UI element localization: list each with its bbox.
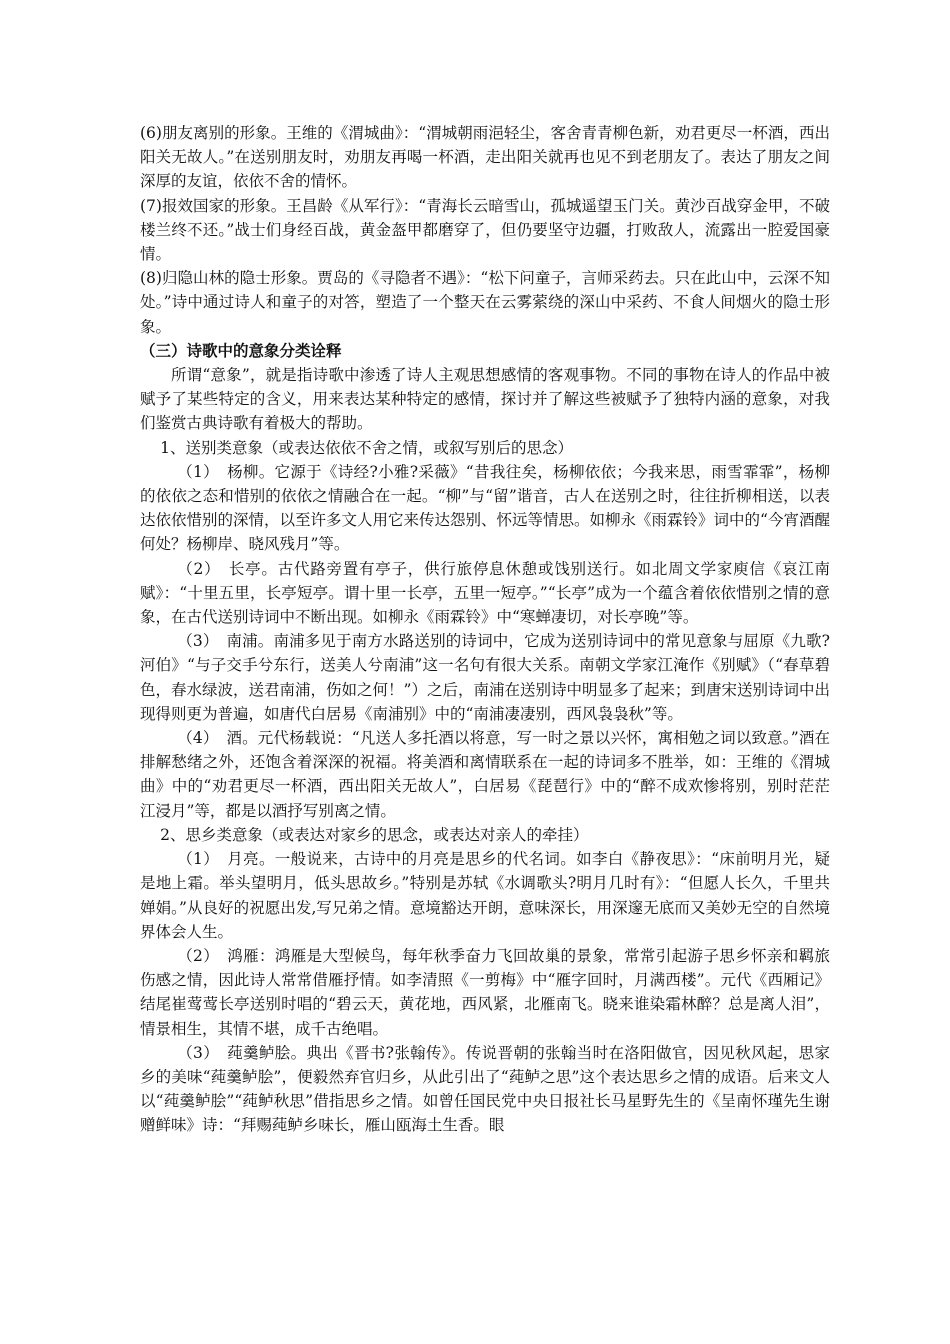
paragraph-image-patriot: (7)报效国家的形象。王昌龄《从军行》：“青海长云暗雪山，孤城遥望玉门关。黄沙百战穿金甲，不破楼兰终不还。”战士们身经百战，黄金盔甲都磨穿了，但仍要坚守边疆，打败敌人，流露出一腔爱国豪情。 [140,196,830,264]
item-willow: （1） 杨柳。它源于《诗经?小雅?采薇》“昔我往矣，杨柳依依；今我来思，雨雪霏霏”，杨柳的依依之态和惜别的依依之情融合在一起。“柳”与“留”谐音，古人在送别之时，往往折柳相送，以表达依依惜别的深情，以至许多文人用它来传达怨别、怀远等情思。如柳永《雨霖铃》词中的“今宵酒醒何处？杨柳岸、晓风残月”等。 [140,462,830,554]
item-moon: （1） 月亮。一般说来，古诗中的月亮是思乡的代名词。如李白《静夜思》：“床前明月光，疑是地上霜。举头望明月，低头思故乡。”特别是苏轼《水调歌头?明月几时有》：“但愿人长久，千里共婵娟。”从良好的祝愿出发,写兄弟之情。意境豁达开朗，意味深长，用深邃无底而又美妙无空的自然境界体会人生。 [140,850,830,941]
item-wild-goose: （2） 鸿雁：鸿雁是大型候鸟，每年秋季奋力飞回故巢的景象，常常引起游子思乡怀亲和羁旅伤感之情，因此诗人常常借雁抒情。如李清照《一剪梅》中“雁字回时，月满西楼”。元代《西厢记》结尾崔莺莺长亭送别时唱的“碧云天，黄花地，西风紧，北雁南飞。晓来谁染霜林醉？总是离人泪”，情景相生，其情不堪，成千古绝唱。 [140,946,830,1038]
item-water-shield-perch: （3） 莼羹鲈脍。典出《晋书?张翰传》。传说晋朝的张翰当时在洛阳做官，因见秋风起，思家乡的美味“莼羹鲈脍”，便毅然弃官归乡，从此引出了“莼鲈之思”这个表达思乡之情的成语。后来文人以“莼羹鲈脍”“莼鲈秋思”借指思乡之情。如曾任国民党中央日报社长马星野先生的《呈南怀瑾先生谢赠鲜味》诗：“拜赐莼鲈乡味长，雁山瓯海土生香。眼 [140,1043,830,1135]
category-heading-homesick: 2、思乡类意象（或表达对家乡的思念，或表达对亲人的牵挂） [160,825,589,844]
paragraph-image-hermit: (8)归隐山林的隐士形象。贾岛的《寻隐者不遇》：“松下问童子，言师采药去。只在此山中，云深不知处。”诗中通过诗人和童子的对答，塑造了一个整天在云雾萦绕的深山中采药、不食人间烟火的隐士形象。 [140,269,830,336]
intro-paragraph: 所谓“意象”，就是指诗歌中渗透了诗人主观思想感情的客观事物。不同的事物在诗人的作品中被赋予了某些特定的含义，用来表达某种特定的感情，探讨并了解这些被赋予了独特内涵的意象，对我们鉴赏古典诗歌有着极大的帮助。 [140,366,830,433]
document-body [140,121,830,1138]
item-nanpu: （3） 南浦。南浦多见于南方水路送别的诗词中，它成为送别诗词中的常见意象与屈原《九歌?河伯》“与子交手兮东行，送美人兮南浦”这一名句有很大关系。南朝文学家江淹作《别赋》（“春草碧色，春水绿波，送君南浦，伤如之何！”）之后，南浦在送别诗中明显多了起来；到唐宋送别诗词中出现得则更为普遍，如唐代白居易《南浦别》中的“南浦凄凄别，西风袅袅秋”等。 [140,632,830,723]
item-pavilion: （2） 长亭。古代路旁置有亭子，供行旅停息休憩或饯别送行。如北周文学家庾信《哀江南赋》：“十里五里，长亭短亭。谓十里一长亭，五里一短亭。”“长亭”成为一个蕴含着依依惜别之情的意象，在古代送别诗词中不断出现。如柳永《雨霖铃》中“寒蝉凄切，对长亭晚”等。 [140,559,830,627]
paragraph-image-friend-farewell: (6)朋友离别的形象。王维的《渭城曲》：“渭城朝雨浥轻尘，客舍青青柳色新，劝君更尽一杯酒，西出阳关无故人。”在送别朋友时，劝朋友再喝一杯酒，走出阳关就再也见不到老朋友了。表达了朋友之间深厚的友谊，依依不舍的情怀。 [140,124,830,191]
section-heading: （三）诗歌中的意象分类诠释 [140,341,342,360]
category-heading-farewell: 1、送别类意象（或表达依依不舍之情，或叙写别后的思念） [160,438,574,457]
item-wine: （4） 酒。元代杨载说：“凡送人多托酒以将意，写一时之景以兴怀，寓相勉之词以致意。”酒在排解愁绪之外，还饱含着深深的祝福。将美酒和离情联系在一起的诗词多不胜举，如：王维的《渭城曲》中的“劝君更尽一杯酒，西出阳关无故人”，白居易《琵琶行》中的“醉不成欢惨将别，别时茫茫江浸月”等，都是以酒抒写别离之情。 [140,729,830,820]
